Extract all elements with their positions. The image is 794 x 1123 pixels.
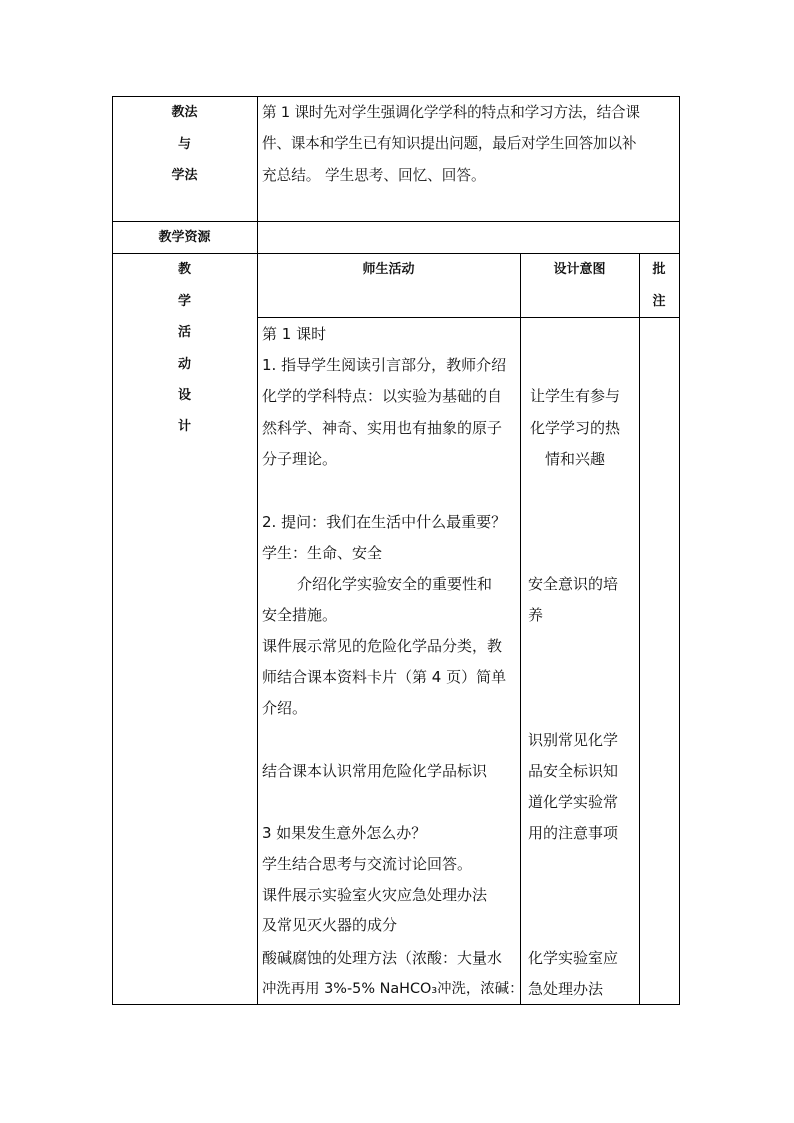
- method-text-line-1: 第 1 课时先对学生强调化学学科的特点和学习方法，结合课: [262, 104, 640, 121]
- intent-line-7: 品安全标识知: [528, 762, 619, 780]
- activity-line-10: 课件展示常见的危险化学品分类，教: [262, 637, 503, 655]
- method-text-line-3: 充总结。 学生思考、回忆、回答。: [262, 167, 486, 184]
- activity-label-char-1: 教: [177, 262, 191, 277]
- table-border-right: [679, 96, 680, 1005]
- activity-line-6: 2. 提问：我们在生活中什么最重要？: [262, 513, 507, 531]
- header-row-divider: [257, 317, 680, 318]
- activity-line-17: 及常见灭火器的成分: [262, 916, 398, 934]
- header-notes-char-1: 批: [652, 262, 666, 277]
- intent-line-1: 让学生有参与: [530, 387, 621, 405]
- row-divider-method: [112, 221, 680, 222]
- method-text-line-2: 件、课本和学生已有知识提出问题，最后对学生回答加以补: [262, 135, 637, 152]
- intent-column-divider: [520, 253, 521, 1005]
- activity-line-8: 介绍化学实验安全的重要性和: [297, 575, 493, 593]
- intent-line-3: 情和兴趣: [545, 450, 606, 468]
- activity-label-char-2: 学: [177, 294, 191, 309]
- resources-label: 教学资源: [158, 230, 211, 245]
- intent-line-11: 急处理办法: [528, 980, 604, 998]
- notes-column-divider: [639, 253, 640, 1005]
- table-border-top: [112, 96, 680, 97]
- activity-label-char-3: 活: [177, 325, 191, 340]
- header-notes-char-2: 注: [652, 294, 666, 309]
- activity-line-14: 3 如果发生意外怎么办？: [262, 824, 427, 842]
- intent-line-4: 安全意识的培: [528, 575, 619, 593]
- table-border-bottom: [112, 1004, 680, 1005]
- activity-line-15: 学生结合思考与交流讨论回答。: [262, 855, 473, 873]
- header-teacher-student: 师生活动: [362, 262, 415, 277]
- intent-line-9: 用的注意事项: [528, 824, 619, 842]
- activity-line-19: 冲洗再用 3%-5% NaHCO₃冲洗，浓碱：: [262, 981, 524, 997]
- activity-label-char-5: 设: [177, 388, 191, 403]
- method-label-line-3: 学法: [171, 168, 198, 183]
- activity-label-char-6: 计: [177, 419, 191, 434]
- activity-line-7: 学生：生命、安全: [262, 544, 383, 562]
- activity-line-3: 化学的学科特点：以实验为基础的自: [262, 387, 503, 405]
- activity-line-12: 介绍。: [262, 699, 308, 717]
- method-label-line-1: 教法: [171, 105, 198, 120]
- label-column-divider: [257, 96, 258, 1005]
- header-design-intent: 设计意图: [553, 262, 606, 277]
- intent-line-5: 养: [528, 606, 544, 624]
- activity-line-16: 课件展示实验室火灾应急处理办法: [262, 886, 488, 904]
- activity-line-1: 第 1 课时: [262, 325, 327, 343]
- intent-line-2: 化学学习的热: [530, 419, 621, 437]
- activity-label-char-4: 动: [177, 357, 191, 372]
- activity-line-9: 安全措施。: [262, 606, 338, 624]
- intent-line-10: 化学实验室应: [528, 949, 619, 967]
- intent-line-8: 道化学实验常: [528, 793, 619, 811]
- method-label-line-2: 与: [177, 137, 191, 152]
- activity-line-5: 分子理论。: [262, 450, 338, 468]
- activity-line-11: 师结合课本资料卡片（第 4 页）简单: [262, 668, 507, 686]
- activity-line-18: 酸碱腐蚀的处理方法（浓酸：大量水: [262, 949, 503, 967]
- activity-line-2: 1. 指导学生阅读引言部分，教师介绍: [262, 356, 507, 374]
- intent-line-6: 识别常见化学: [528, 731, 619, 749]
- row-divider-resources: [112, 253, 680, 254]
- activity-line-13: 结合课本认识常用危险化学品标识: [262, 762, 488, 780]
- activity-line-4: 然科学、神奇、实用也有抽象的原子: [262, 419, 503, 437]
